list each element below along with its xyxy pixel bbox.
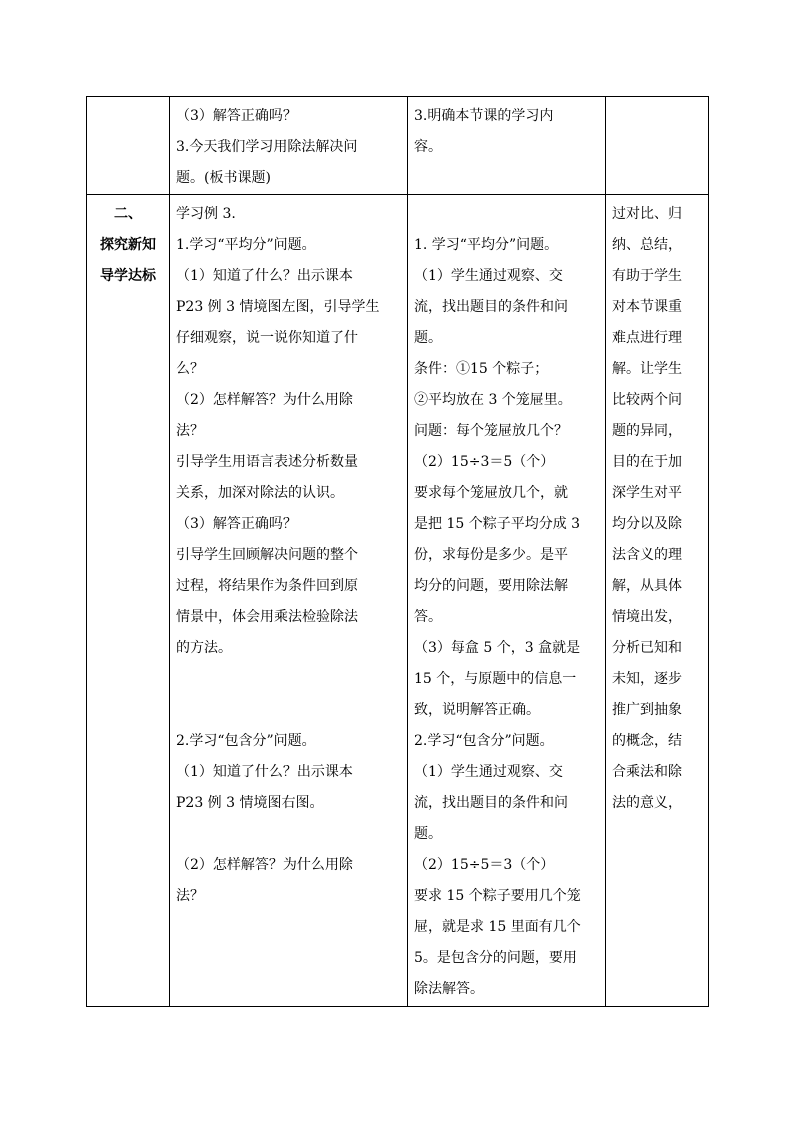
text-line: 要求每个笼屉放几个，就 — [414, 485, 568, 501]
text-line: 问题：每个笼屉放几个？ — [414, 423, 568, 439]
text-line: 法？ — [176, 888, 204, 904]
stage-cell-empty — [87, 97, 170, 195]
text-line: 比较两个问 — [612, 392, 682, 408]
text-line: 题。(板书课题) — [176, 170, 271, 186]
text-line: 3.明确本节课的学习内 — [414, 108, 554, 124]
text-line: 3.今天我们学习用除法解决问 — [176, 139, 358, 155]
text-line: 是把 15 个粽子平均分成 3 — [414, 516, 581, 532]
text-line: （1）学生通过观察、交 — [414, 268, 563, 284]
teacher-activity-cell — [170, 195, 408, 1007]
text-line: （1）知道了什么？出示课本 — [176, 764, 353, 780]
text-line: 条件：①15 个粽子； — [414, 361, 549, 377]
text-line: 么？ — [176, 361, 204, 377]
text-line: 情景中，体会用乘法检验除法 — [176, 609, 358, 625]
text-line: 的方法。 — [176, 640, 232, 656]
text-line: ②平均放在 3 个笼屉里。 — [414, 392, 572, 408]
text-line: 纳、总结， — [612, 237, 682, 253]
text-line: 关系，加深对除法的认识。 — [176, 485, 344, 501]
text-line: 15 个，与原题中的信息一 — [414, 671, 577, 687]
text-line: （2）怎样解答？为什么用除 — [176, 392, 353, 408]
text-line: 份，求每份是多少。是平 — [414, 547, 568, 563]
text-line: 合乘法和除 — [612, 764, 682, 780]
text-line: （3）每盒 5 个，3 盒就是 — [414, 640, 581, 656]
table-row — [87, 97, 709, 195]
text-line: 引导学生回顾解决问题的整个 — [176, 547, 358, 563]
text-line: （3）解答正确吗？ — [176, 108, 297, 124]
table-row — [87, 195, 709, 1007]
text-line: 1. 学习“平均分”问题。 — [414, 237, 559, 253]
text-line: 题。 — [414, 330, 442, 346]
text-line: 情境出发， — [612, 609, 682, 625]
text-line: （2）15÷3＝5（个） — [414, 454, 555, 470]
text-line: 流，找出题目的条件和问 — [414, 299, 568, 315]
stage-cell — [87, 195, 170, 1007]
text-line: （2）怎样解答？为什么用除 — [176, 857, 353, 873]
text-line: 难点进行理 — [612, 330, 682, 346]
text-line: 过对比、归 — [612, 206, 682, 222]
spacer — [176, 819, 401, 850]
text-line: P23 例 3 情境图右图。 — [176, 795, 324, 811]
spacer — [176, 664, 401, 695]
text-line: （1）知道了什么？出示课本 — [176, 268, 353, 284]
text-line: 法含义的理 — [612, 547, 682, 563]
spacer — [176, 695, 401, 726]
text-line: 除法解答。 — [414, 981, 484, 997]
student-activity-cell — [408, 97, 606, 195]
design-note-cell — [606, 195, 709, 1007]
text-line: 题的异同， — [612, 423, 682, 439]
text-line: 对本节课重 — [612, 299, 682, 315]
text-line: 法？ — [176, 423, 204, 439]
teacher-activity-cell — [170, 97, 408, 195]
stage-label-line: 探究新知 — [100, 237, 156, 253]
text-line: 的概念，结 — [612, 733, 682, 749]
text-line: （2）15÷5＝3（个） — [414, 857, 555, 873]
text-line: 推广到抽象 — [612, 702, 682, 718]
stage-label-line: 导学达标 — [100, 268, 156, 284]
text-line: P23 例 3 情境图左图，引导学生 — [176, 299, 380, 315]
text-line: 解。让学生 — [612, 361, 682, 377]
text-line: 答。 — [414, 609, 442, 625]
text-line: 过程，将结果作为条件回到原 — [176, 578, 358, 594]
text-line: 1.学习“平均分”问题。 — [176, 237, 316, 253]
text-line: 5。是包含分的问题，要用 — [414, 950, 577, 966]
text-line: （3）解答正确吗？ — [176, 516, 297, 532]
student-activity-cell — [408, 195, 606, 1007]
text-line: 2.学习“包含分”问题。 — [414, 733, 554, 749]
text-line: 解，从具体 — [612, 578, 682, 594]
text-line: （1）学生通过观察、交 — [414, 764, 563, 780]
text-line: 法的意义， — [612, 795, 682, 811]
text-line: 仔细观察，说一说你知道了什 — [176, 330, 358, 346]
text-line: 有助于学生 — [612, 268, 682, 284]
design-note-cell-empty — [606, 97, 709, 195]
text-line: 深学生对平 — [612, 485, 682, 501]
text-line: 题。 — [414, 826, 442, 842]
text-line: 学习例 3. — [176, 206, 236, 222]
text-line: 屉，就是求 15 里面有几个 — [414, 919, 581, 935]
text-line: 致，说明解答正确。 — [414, 702, 540, 718]
text-line: 引导学生用语言表述分析数量 — [176, 454, 358, 470]
stage-label-line: 二、 — [114, 206, 142, 222]
text-line: 2.学习“包含分”问题。 — [176, 733, 316, 749]
text-line: 要求 15 个粽子要用几个笼 — [414, 888, 581, 904]
text-line: 目的在于加 — [612, 454, 682, 470]
text-line: 未知，逐步 — [612, 671, 682, 687]
text-line: 流，找出题目的条件和问 — [414, 795, 568, 811]
text-line: 分析已知和 — [612, 640, 682, 656]
text-line: 均分以及除 — [612, 516, 682, 532]
text-line: 均分的问题，要用除法解 — [414, 578, 568, 594]
text-line: 容。 — [414, 139, 442, 155]
lesson-plan-table — [86, 96, 709, 1007]
